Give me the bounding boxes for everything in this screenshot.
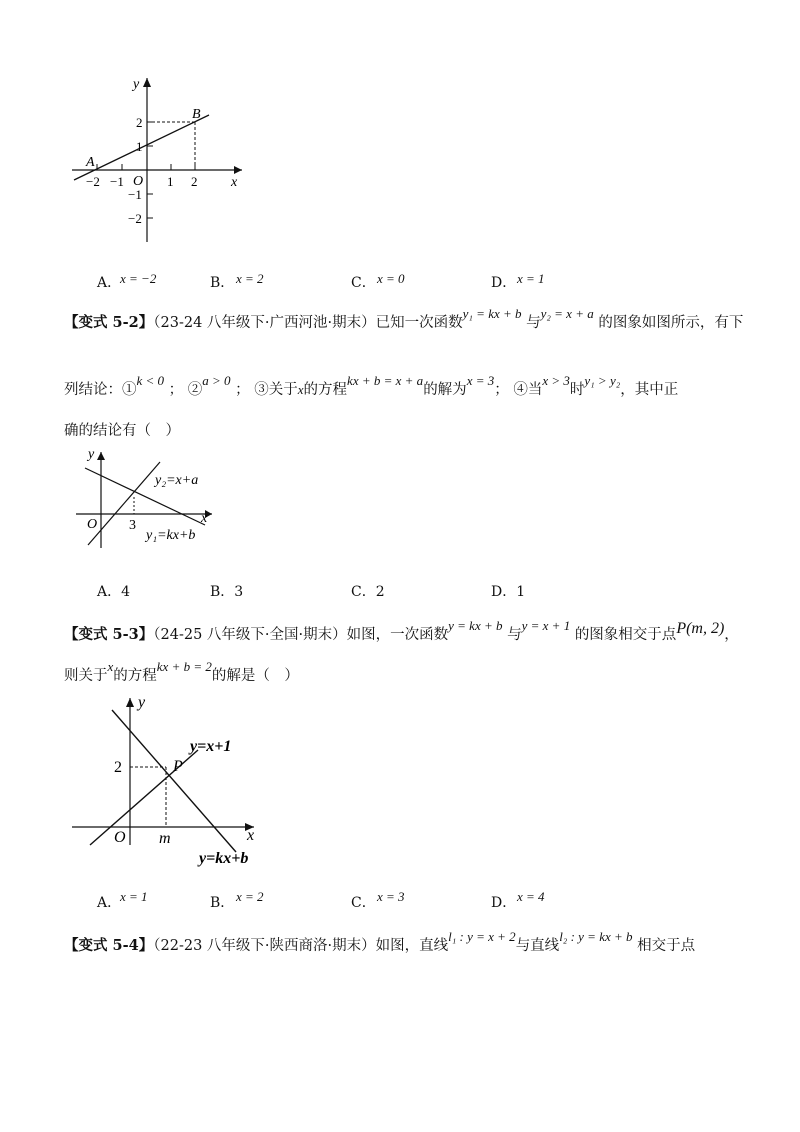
q4-line-1: [64, 929, 696, 955]
option-b-letter[interactable]: B．: [210, 275, 235, 291]
q3-text: 的方程: [113, 668, 157, 684]
y-axis-arrow: [126, 698, 134, 707]
m-label: m: [159, 830, 171, 847]
q2-math-y1gty2: y₁ > y₂: [584, 373, 621, 388]
q2-line-1: [64, 306, 744, 332]
y-axis-label: y: [138, 694, 146, 711]
y-axis-arrow: [97, 452, 105, 460]
x-axis-arrow: [234, 166, 242, 174]
q3-line-2: [64, 659, 299, 685]
q2-text: 与: [526, 315, 541, 331]
q2-math-eq: kx + b = x + a: [347, 373, 424, 388]
label-y2: y₂=x+a: [155, 473, 199, 488]
figure-1-graph: [60, 66, 260, 251]
option-a-letter[interactable]: A．: [97, 895, 122, 911]
q2-math-x3: x = 3: [466, 373, 495, 388]
option-c-expr: x = 0: [377, 271, 405, 286]
tick-y-neg2: −2: [128, 211, 142, 226]
q3-text: 则关于: [64, 668, 108, 684]
q2-text: ； ③关于: [235, 382, 298, 398]
q3-math-y-x1: y = x + 1: [521, 618, 571, 633]
q2-text: ，其中正: [620, 382, 679, 398]
q3-line-1: [64, 618, 739, 644]
origin-label: O: [114, 829, 126, 846]
q2-text: 时: [569, 382, 585, 398]
option-c-expr: x = 3: [377, 889, 405, 904]
option-b-letter[interactable]: B．: [210, 895, 235, 911]
tick-x-2: 2: [191, 174, 198, 189]
option-c-letter[interactable]: C．: [351, 895, 376, 911]
option-d-letter[interactable]: D．: [491, 895, 517, 911]
q2-text: ； ④当: [494, 382, 543, 398]
q2-math-k: k < 0: [136, 373, 165, 388]
tick-x-neg2: −2: [86, 174, 100, 189]
x-axis-label: x: [201, 511, 208, 526]
q2-math-y2: y₂ = x + a: [540, 306, 594, 321]
option-d-expr: x = 4: [517, 889, 545, 904]
point-a-label: A: [86, 155, 95, 170]
line-y-kxb: [112, 710, 236, 852]
q2-math-x: x: [297, 382, 304, 397]
q3-math-eq: kx + b = 2: [156, 659, 212, 674]
tick-3-label: 3: [129, 518, 136, 533]
option-b-expr: x = 2: [236, 889, 264, 904]
option-d-letter[interactable]: D．: [491, 275, 517, 291]
q3-text: 与: [507, 627, 522, 643]
q2-text: 的解为: [423, 382, 467, 398]
x-axis-label: x: [247, 827, 255, 844]
q2-text: ； ②: [168, 382, 203, 398]
q3-math-y-kxb: y = kx + b: [448, 618, 503, 633]
q2-text: （23-24 八年级下·广西河池·期末）已知一次函数: [153, 315, 463, 331]
y-axis-label: y: [88, 447, 95, 462]
option-b-expr: x = 2: [236, 271, 264, 286]
label-y-kxb: y=kx+b: [199, 850, 249, 867]
option-b[interactable]: B．3: [210, 584, 244, 600]
y-axis-arrow: [143, 78, 151, 87]
q2-line-2: [64, 373, 679, 399]
q3-text: 的解是（ ）: [211, 668, 299, 684]
q3-text: 的图象相交于点: [574, 627, 677, 643]
figure-3-graph: [68, 688, 274, 870]
option-d-expr: x = 1: [517, 271, 545, 286]
q2-text: 的方程: [303, 382, 348, 398]
q4-text: 与直线: [515, 938, 560, 954]
q4-tag: 【变式 5-4】: [64, 937, 154, 954]
option-d[interactable]: D．1: [491, 584, 526, 600]
q2-math-y1: y₁ = kx + b: [462, 306, 522, 321]
q4-text: （22-23 八年级下·陕西商洛·期末）如图，直线: [153, 938, 449, 954]
q3-tag: 【变式 5-3】: [64, 626, 154, 643]
label-y-x1: y=x+1: [190, 738, 232, 755]
origin-label: O: [87, 517, 98, 532]
x-axis-label: x: [231, 175, 238, 190]
point-b-label: B: [192, 107, 201, 122]
origin-label: O: [133, 174, 144, 189]
tick-x-1: 1: [167, 174, 174, 189]
y-axis-label: y: [133, 77, 140, 92]
q2-text: 列结论：①: [64, 382, 137, 398]
tick-x-neg1: −1: [110, 174, 124, 189]
option-a[interactable]: A．4: [97, 584, 131, 600]
q3-math-x: x: [107, 659, 114, 674]
tick-y-2: 2: [136, 115, 143, 130]
q4-text: 相交于点: [637, 938, 696, 954]
q4-math-l2: l₂ : y = kx + b: [559, 929, 633, 944]
q2-math-a: a > 0: [202, 373, 231, 388]
option-c-letter[interactable]: C．: [351, 275, 376, 291]
tick-2-label: 2: [114, 759, 122, 776]
q3-math-point-p: P(m, 2): [676, 620, 725, 637]
q4-math-l1: l₁ : y = x + 2: [448, 929, 516, 944]
tick-y-1: 1: [136, 139, 143, 154]
q2-math-xgt3: x > 3: [542, 373, 570, 388]
q2-text: 的图象如图所示，有下: [598, 315, 744, 331]
option-a-expr: x = 1: [120, 889, 148, 904]
q3-text: ，: [724, 627, 739, 643]
label-y1: y₁=kx+b: [146, 528, 196, 543]
q2-line-3: 确的结论有（ ）: [64, 423, 180, 439]
option-a-letter[interactable]: A．: [97, 275, 122, 291]
point-p-label: P: [173, 758, 183, 775]
tick-y-neg1: −1: [128, 187, 142, 202]
q2-tag: 【变式 5-2】: [64, 314, 154, 331]
option-c[interactable]: C．2: [351, 584, 385, 600]
figure-2-graph: [70, 440, 220, 555]
q3-text: （24-25 八年级下·全国·期末）如图，一次函数: [153, 627, 449, 643]
option-a-expr: x = −2: [120, 271, 157, 286]
